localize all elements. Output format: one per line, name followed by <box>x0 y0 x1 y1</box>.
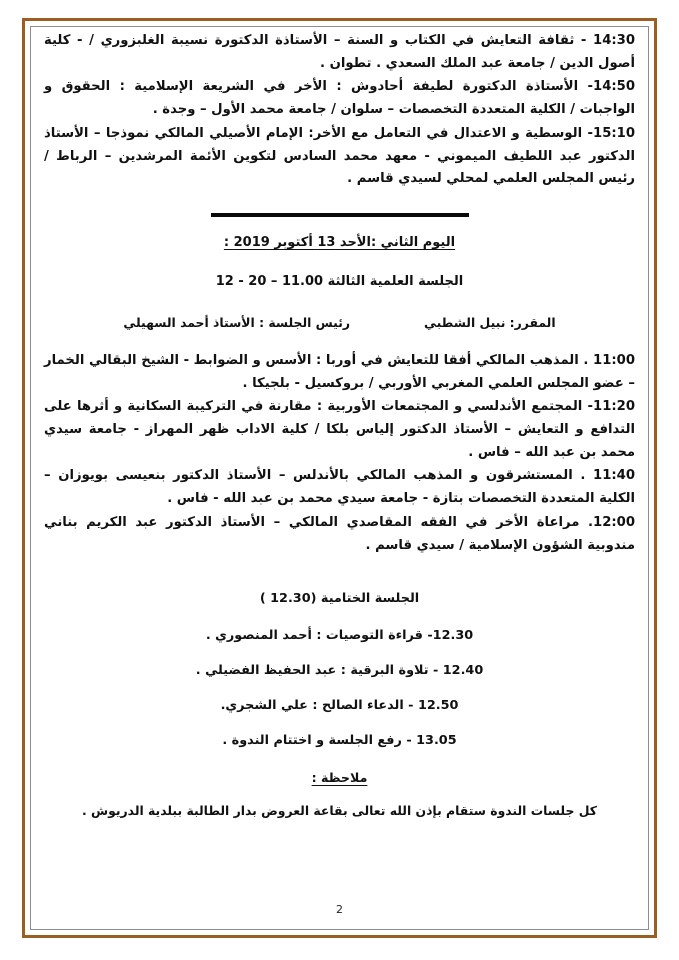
section-divider-wrap <box>44 213 635 217</box>
note-label-text: ملاحظة : <box>311 770 368 786</box>
page-content <box>44 30 635 926</box>
schedule-item: 14:50- الأستاذة الدكتورة لطيفة أحادوش : الأخر في الشريعة الإسلامية : الحقوق و الواجبات / الكلية المتعددة التخصصات – سلوان / جامعة محمد الأول – وجدة . <box>44 79 635 118</box>
day-two-schedule-list <box>44 350 635 557</box>
session-president: رئيس الجلسة : الأستاذ أحمد السهيلي <box>123 314 351 330</box>
note-label <box>44 770 635 785</box>
day-one-schedule-list <box>44 30 635 191</box>
closing-session-title: الجلسة الختامية (12.30 ) <box>259 591 420 607</box>
page-number: 2 <box>336 903 343 916</box>
note-body: كل جلسات الندوة ستقام بإذن الله تعالى بقاعة العروض بدار الطالبة ببلدية الدريوش . <box>82 803 597 819</box>
closing-session-list <box>44 628 635 748</box>
schedule-item: 11:40 . المستشرقون و المذهب المالكي بالأندلس – الأستاذ الدكتور بنعيسى بويوزان – الكلية المتعددة التخصصات بتازة - جامعة سيدي محمد بن عبد الله - فاس . <box>44 468 635 507</box>
closing-item: 13.05 - رفع الجلسة و اختتام الندوة . <box>222 733 457 749</box>
schedule-item: 14:30 - ثقافة التعايش في الكتاب و السنة – الأستاذة الدكتورة نسيبة الغلبزوري / - كلية أصول الدين / جامعة عبد الملك السعدي . تطوان . <box>44 33 635 71</box>
schedule-item: 15:10- الوسطية و الاعتدال في التعامل مع الأخر: الإمام الأصيلي المالكي نموذجا – الأستاذ الدكتور عبد اللطيف الميموني - معهد محمد السادس لتكوين الأئمة المرشدين – الرباط / رئيس المجلس العلمي لمحلي لسيدي قاسم . <box>44 125 635 187</box>
schedule-item: 11:00 . المذهب المالكي أفقا للتعايش في أوربا : الأسس و الضوابط - الشيخ البقالي الخمار – عضو المجلس العلمي المغربي الأوربي / بروكسيل - بلجيكا . <box>44 352 635 391</box>
closing-item: 12.30- قراءة التوصيات : أحمد المنصوري . <box>205 628 474 644</box>
schedule-item: 12:00. مراعاة الأخر في الفقه المقاصدي المالكي – الأستاذ الدكتور عبد الكريم بناني مندوبية الشؤون الإسلامية / سيدي قاسم . <box>44 514 635 553</box>
day-two-heading <box>44 235 635 250</box>
third-session-title: الجلسة العلمية الثالثة 11.00 – 20 - 12 <box>215 273 464 289</box>
closing-item: 12.40 - تلاوة البرقية : عبد الحفيظ الفضيلي . <box>195 663 484 679</box>
schedule-item: 11:20- المجتمع الأندلسي و المجتمعات الأوربية : مقارنة في التركيبة السكانية و أثرها على التدافع و التعايش – الأستاذ الدكتور إلياس بلكا / كلية الاداب ظهر المهراز - جامعة سيدي محمد بن عبد الله – فاس . <box>44 399 635 460</box>
closing-item: 12.50 - الدعاء الصالح : علي الشجري. <box>220 698 459 714</box>
day-two-heading-text: اليوم الثاني :الأحد 13 أكتوبر 2019 : <box>223 234 456 250</box>
section-divider <box>211 213 469 217</box>
session-officials-row <box>44 315 635 330</box>
session-rapporteur: المقرر: نبيل الشطبي <box>424 314 556 330</box>
